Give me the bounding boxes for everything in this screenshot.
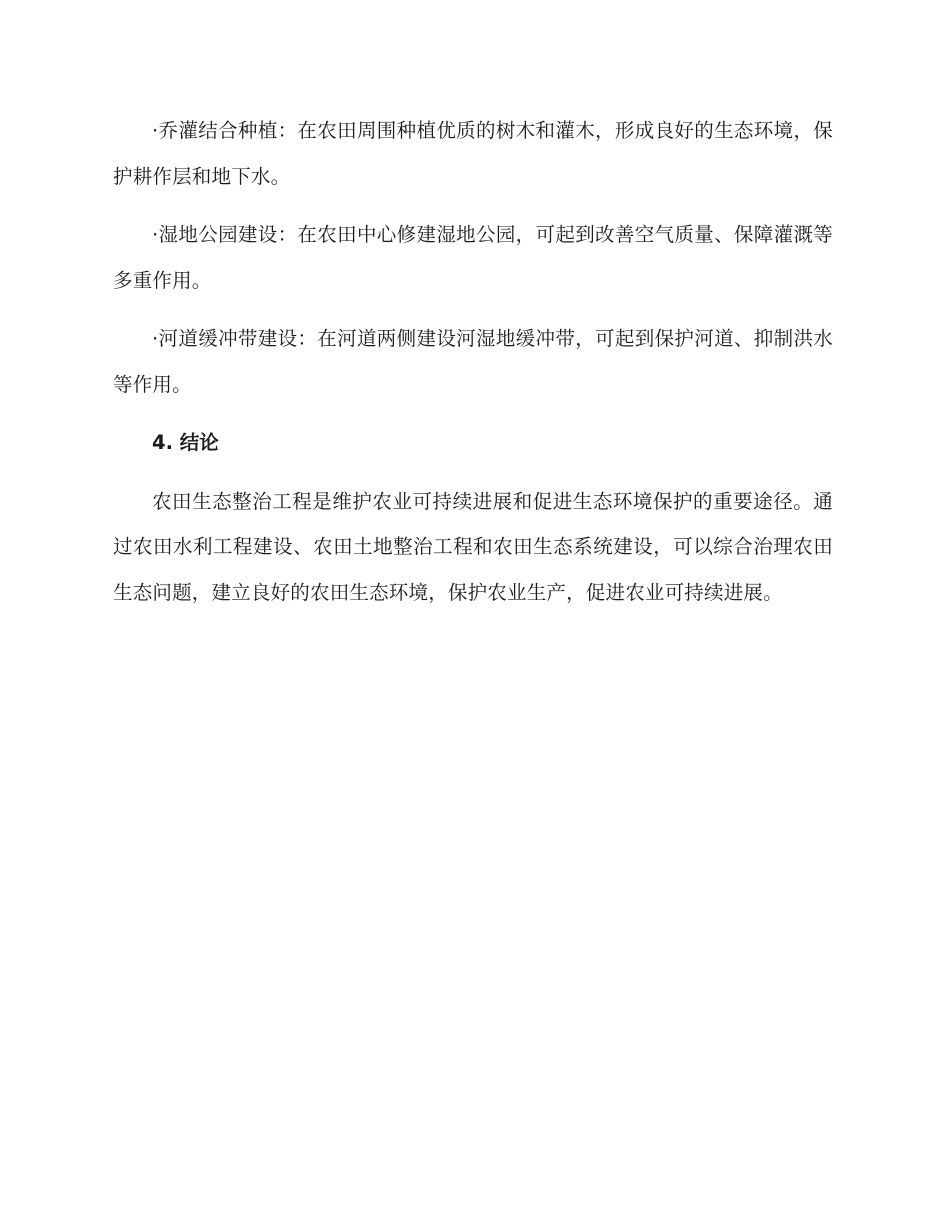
bullet-item-river-buffer: ·河道缓冲带建设：在河道两侧建设河湿地缓冲带，可起到保护河道、抑制洪水等作用。 [113, 327, 833, 396]
conclusion-paragraph: 农田生态整治工程是维护农业可持续进展和促进生态环境保护的重要途径。通过农田水利工程建设、农田土地整治工程和农田生态系统建设，可以综合治理农田生态问题，建立良好的农田生态环境，保护农业生产，促进农业可持续进展。 [113, 489, 833, 604]
bullet-item-wetland-park: ·湿地公园建设：在农田中心修建湿地公园，可起到改善空气质量、保障灌溉等多重作用。 [113, 223, 833, 292]
bullet-item-tree-shrub: ·乔灌结合种植：在农田周围种植优质的树木和灌木，形成良好的生态环境，保护耕作层和地下水。 [113, 119, 833, 188]
document-page [113, 108, 833, 615]
section-heading: 4. 结论 [152, 431, 219, 454]
